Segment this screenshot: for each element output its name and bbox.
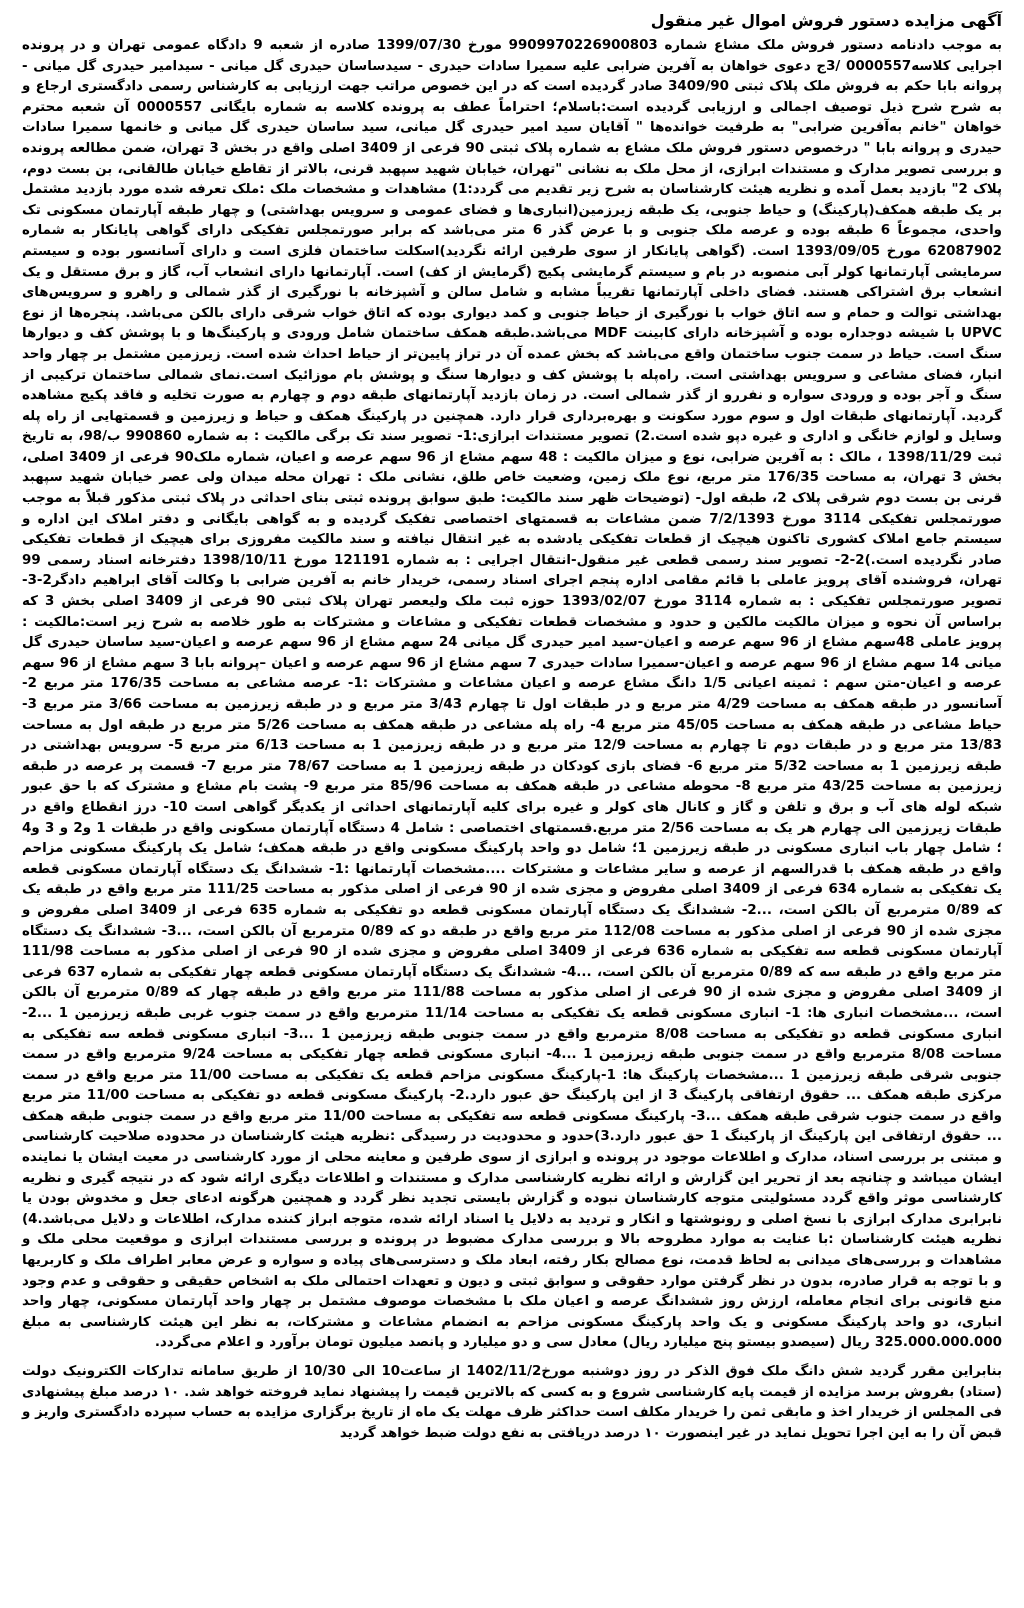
- notice-body: به موجب دادنامه دستور فروش ملک مشاع شماره 9909970226900803 مورخ 1399/07/30 صادره از شعبه 9 دادگاه عمومی تهران و در پرونده اجرایی کلاسه0000557 /3ج دعوی خواهان به آفرین ضرابی علیه سمیرا سادات حیدری - سیدساسان حیدری گل میانی - سیدامیر حیدری گل میانی - پروانه بابا حکم به فروش ملک پلاک ثبتی 3409/90 صادر گردیده است که در این خصوص مراتب جهت ارزیابی به کارشناس رسمی دادگستری ارجاع و به شرح شرح ذیل توصیف اجمالی و ارزیابی گردیده است:باسلام؛ احتراماً عطف به پرونده کلاسه به شماره بایگانی 0000557 آن شعبه محترم خواهان "خانم به‌آفرین ضرابی" به طرفیت خوانده‌ها " آقایان سید امیر حیدری گل میانی، سید ساسان حیدری گل میانی و خانمها سمیرا سادات حیدری و پروانه بابا " درخصوص دستور فروش ملک مشاع به شماره پلاک ثبتی 90 فرعی از 3409 اصلی واقع در بخش 3 تهران، ضمن مطالعه پرونده و بررسی تصویر مدارک و مستندات ابرازی، از محل ملک به نشانی "تهران، خیابان شهید سپهبد قرنی، بالاتر از تقاطع خیابان طالقانی، بن بست دوم، پلاک 2" بازدید بعمل آمده و نظریه هیئت کارشناسان به شرح زیر تقدیم می گردد:1) مشاهدات و مشخصات ملک :ملک تعرفه شده مورد بازدید مشتمل بر یک طبقه همکف(پارکینگ) و حیاط جنوبی، یک طبقه زیرزمین(انباری‌ها و فضای عمومی و سرویس بهداشتی) و چهار طبقه آپارتمان مسکونی تک واحدی، مجموعاً 6 طبقه بوده و عرصه ملک جنوبی و با عرض گذر 6 متر می‌باشد که برابر صورتمجلس تفکیکی دارای گواهی پایانکار به شماره 62087902 مورخ 1393/09/05 است. (گواهی پایانکار از سوی طرفین ارائه نگردید)اسکلت ساختمان فلزی است و دارای آسانسور بوده و سیستم سرمایشی آپارتمانها کولر آبی منصوبه در بام و سیستم گرمایشی پکیج (گرمایش از کف) است. آپارتمانها دارای انشعاب آب، گاز و برق مستقل و یک انشعاب برق اشتراکی هستند. فضای داخلی آپارتمانها تقریباً مشابه و شامل سالن و آشپزخانه با نورگیری از گذر شمالی و راهرو و سرویس‌های بهداشتی توالت و حمام و سه اتاق خواب با نورگیری از حیاط جنوبی و کمد دیواری بوده که اتاق خواب شرقی دارای بالکن می‌باشد. پنجره‌ها از نوع UPVC با شیشه دوجداره بوده و آشپزخانه دارای کابینت MDF می‌باشد.طبقه همکف ساختمان شامل ورودی و پارکینگ‌ها و با پوشش کف و دیوارها سنگ است. حیاط در سمت جنوب ساختمان واقع می‌باشد که بخش عمده آن در تراز پایین‌تر از حیاط احداث شده است. زیرزمین مشتمل بر چهار واحد انبار، فضای مشاعی و سرویس بهداشتی است. راه‌پله با پوشش کف و دیوارها سنگ و پوشش بام موزائیک است.نمای شمالی ساختمان ترکیبی از سنگ و آجر بوده و ورودی سواره و نفررو از گذر شمالی است. در زمان بازدید آپارتمانهای طبقه دوم و چهارم به صورت تخلیه و فاقد پکیج مشاهده گردید. آپارتمانهای طبقات اول و سوم مورد سکونت و بهره‌برداری قرار دارد. همچنین در پارکینگ همکف و حیاط و زیرزمین و قسمتهایی از راه پله وسایل و لوازم خانگی و اداری و غیره دپو شده است.2) تصویر مستندات ابرازی:1- تصویر سند تک برگی مالکیت : به شماره 990860 ب/98، به تاریخ ثبت 1398/11/29 ، مالک : به آفرین ضرابی، نوع و میزان مالکیت : 48 سهم مشاع از 96 سهم عرصه و اعیان، شماره ملک90 فرعی از 3409 اصلی، بخش 3 تهران، به مساحت 176/35 متر مربع، نوع ملک زمین، وضعیت خاص طلق، نشانی ملک : تهران محله میدان ولی عصر خیابان شهید سپهبد قرنی بن بست دوم شرقی پلاک 2، طبقه اول- (توضیحات ظهر سند مالکیت: طبق سوابق پرونده ثبتی بنای احداثی در پلاک ثبتی مذکور قبلاً به موجب صورتمجلس تفکیکی 3114 مورخ 7/2/1393 ضمن مشاعات به قسمتهای اختصاصی تفکیک گردیده و به گواهی بایگانی و دفتر املاک این اداره و سیستم جامع املاک کشوری تاکنون هیچیک از قطعات تفکیکی یادشده به غیر انتقال نیافته و سند مالکیت مفروزی برای هیچیک از قطعات تفکیکی صادر نگردیده است.)2-2- تصویر سند رسمی قطعی غیر منقول-انتقال اجرایی : به شماره 121191 مورخ 1398/10/11 دفترخانه اسناد رسمی 99 تهران، فروشنده آقای پرویز عاملی با قائم مقامی اداره پنجم اجرای اسناد رسمی، خریدار خانم به آفرین ضرابی با وکالت آقای ابراهیم دادگر2-3- تصویر صورتمجلس تفکیکی : به شماره 3114 مورخ 1393/02/07 حوزه ثبت ملک ولیعصر تهران پلاک ثبتی 90 فرعی از 3409 اصلی بخش 3 که براساس آن نحوه و میزان مالکیت مالکین و حدود و مشخصات قطعات تفکیکی و مشاعات و مشترکات به طور خلاصه به شرح زیر است:مالکیت : پرویز عاملی 48سهم مشاع از 96 سهم عرصه و اعیان-سید امیر حیدری گل میانی 24 سهم مشاع از 96 سهم عرصه و اعیان-سید ساسان حیدری گل میانی 14 سهم مشاع از 96 سهم عرصه و اعیان-سمیرا سادات حیدری 7 سهم مشاع از 96 سهم عرصه و اعیان –پروانه بابا 3 سهم مشاع از 96 سهم عرصه و اعیان-متن سهم : ثمینه اعیانی 1/5 دانگ مشاع عرصه و اعیان مشاعات و مشترکات :1- عرصه مشاعی به مساحت 176/35 متر مربع 2- آسانسور در طبقه همکف به مساحت 4/29 متر مربع و در طبقات اول تا چهارم 3/43 متر مربع و در طبقه زیرزمین به مساحت 3/66 متر مربع 3- حیاط مشاعی در طبقه همکف به مساحت 45/05 متر مربع 4- راه پله مشاعی در طبقه همکف به مساحت 5/26 متر مربع در طبقه اول به مساحت 13/83 متر مربع و در طبقات دوم تا چهارم به مساحت 12/9 متر مربع و در طبقه زیرزمین 1 به مساحت 6/13 متر مربع 5- سرویس بهداشتی در طبقه زیرزمین 1 به مساحت 5/32 متر مربع 6- فضای بازی کودکان در طبقه زیرزمین 1 به مساحت 78/67 متر مربع 7- قسمت پر عرصه در طبقه زیرزمین به مساحت 43/25 متر مربع 8- محوطه مشاعی در طبقه همکف به مساحت 85/96 متر مربع 9- پشت بام مشاع و مشترک که با حق عبور شبکه لوله های آب و برق و تلفن و گاز و کانال های کولر و غیره برای کلیه آپارتمانهای احداثی از یکدیگر گواهی است 10- درز انقطاع واقع در طبقات زیرزمین الی چهارم هر یک به مساحت 2/56 متر مربع.قسمتهای اختصاصی : شامل 4 دستگاه آپارتمان مسکونی واقع در طبقات 1 و2 و 3 و4 ؛ شامل چهار باب انباری مسکونی در طبقه زیرزمین 1؛ شامل دو واحد پارکینگ مسکونی واقع در طبقه همکف؛ شامل یک پارکینگ مسکونی مزاحم واقع در طبقه همکف با قدرالسهم از عرصه و سایر مشاعات و مشترکات ....مشخصات آپارتمانها :1- ششدانگ یک دستگاه آپارتمان مسکونی قطعه یک تفکیکی به شماره 634 فرعی از 3409 اصلی مفروض و مجزی شده از 90 فرعی از اصلی مذکور به مساحت 111/25 متر مربع واقع در طبقه یک که 0/89 مترمربع آن بالکن است، ...2- ششدانگ یک دستگاه آپارتمان مسکونی قطعه دو تفکیکی به شماره 635 فرعی از 3409 اصلی مفروض و مجزی شده از 90 فرعی از اصلی مذکور به مساحت 112/08 متر مربع واقع در طبقه دو که 0/89 مترمربع آن بالکن است، ...3- ششدانگ یک دستگاه آپارتمان مسکونی قطعه سه تفکیکی به شماره 636 فرعی از 3409 اصلی مفروض و مجزی شده از 90 فرعی از اصلی مذکور به مساحت 111/98 متر مربع واقع در طبقه سه که 0/89 مترمربع آن بالکن است، ...4- ششدانگ یک دستگاه آپارتمان مسکونی قطعه چهار تفکیکی به شماره 637 فرعی از 3409 اصلی مفروض و مجزی شده از 90 فرعی از اصلی مذکور به مساحت 111/88 متر مربع واقع در طبقه چهار که 0/89 مترمربع آن بالکن است، ...مشخصات انباری ها: 1- انباری مسکونی قطعه یک تفکیکی به مساحت 11/14 مترمربع واقع در سمت جنوب غربی طبقه زیرزمین 1 ...2- انباری مسکونی قطعه دو تفکیکی به مساحت 8/08 مترمربع واقع در سمت جنوبی طبقه زیرزمین 1 ...3- انباری مسکونی قطعه سه تفکیکی به مساحت 8/08 مترمربع واقع در سمت جنوبی طبقه زیرزمین 1 ...4- انباری مسکونی قطعه چهار تفکیکی به مساحت 9/24 مترمربع واقع در سمت جنوبی شرقی طبقه زیرزمین 1 ...مشخصات پارکینگ ها: 1-پارکینگ مسکونی مزاحم قطعه یک تفکیکی به مساحت 11/00 متر مربع واقع در سمت مرکزی طبقه همکف ... حقوق ارتفاقی پارکینگ 3 از این پارکینگ حق عبور دارد.2- پارکینگ مسکونی قطعه دو تفکیکی به مساحت 11/00 متر مربع واقع در سمت جنوب شرقی طبقه همکف ...3- پارکینگ مسکونی قطعه سه تفکیکی به مساحت 11/00 متر مربع واقع در سمت جنوبی طبقه همکف ... حقوق ارتفاقی این پارکینگ از پارکینگ 1 حق عبور دارد.3)حدود و محدودیت در رسیدگی :نظریه هیئت کارشناسان در محدوده صلاحیت کارشناسی و مبتنی بر بررسی اسناد، مدارک و اطلاعات موجود در پرونده و ابرازی از سوی طرفین و معاینه محلی از مورد کارشناسی در معیت ایشان یا نماینده ایشان میباشد و چنانچه بعد از تحریر این گزارش و ارائه نظریه کارشناسی مدارک و مستندات و اطلاعات دیگری ارائه شود که در نتیجه گیری و نظریه کارشناسی موثر واقع گردد مسئولیتی متوجه کارشناسان نبوده و گزارش بایستی تجدید نظر گردد و همچنین هرگونه ادعای جعل و مخدوش بودن یا نابرابری مدارک ابرازی با نسخ اصلی و رونوشتها و انکار و تردید به دلایل یا اسناد ارائه شده، متوجه ابراز کننده مدارک، اطلاعات و دلایل می‌باشد.4) نظریه هیئت کارشناسان :با عنایت به موارد مطروحه بالا و بررسی مدارک مضبوط در پرونده و بررسی مستندات ابرازی و موقعیت محلی ملک و مشاهدات و بررسی‌های میدانی به لحاظ قدمت، نوع مصالح بکار رفته، ابعاد ملک و دسترسی‌های پیاده و سواره و عرض معابر اطراف ملک و کاربریها و با توجه به قرار صادره، بدون در نظر گرفتن موارد حقوقی و سوابق ثبتی و دیون و تعهدات احتمالی ملک به اشخاص حقیقی و حقوقی و عدم وجود منع قانونی برای انجام معامله، ارزش روز ششدانگ عرصه و اعیان ملک با مشخصات موصوف مشتمل بر چهار واحد آپارتمان مسکونی، چهار واحد انباری، دو واحد پارکینگ مسکونی و یک واحد پارکینگ مسکونی مزاحم به انضمام مشاعات و مشترکات، به نظر این هیئت کارشناسی به مبلغ 325.000.000.000 ریال (سیصدو بیستو پنج میلیارد ریال) معادل سی و دو میلیارد و پانصد میلیون تومان برآورد و اعلام می‌گردد.: [22, 38, 1003, 1351]
- notice-title: آگهی مزایده دستور فروش اموال غیر منقول: [650, 11, 1002, 30]
- notice-closing: بنابراین مقرر گردید شش دانگ ملک فوق الذکر در روز دوشنبه مورخ1402/11/2 از ساعت10 الی 10/30 از طریق سامانه تدارکات الکترونیک دولت (ستاد) بفروش برسد مزایده از قیمت پایه کارشناسی شروع و به کسی که بالاترین قیمت را پیشنهاد نماید فروخته خواهد شد. ۱۰ درصد مبلغ پیشنهادی فی المجلس از خریدار اخذ و مابقی ثمن را خریدار مکلف است حداکثر ظرف مهلت یک ماه از تاریخ برگزاری مزایده به حساب سپرده دادگستری واریز و قبض آن را به این اجرا تحویل نماید در غیر اینصورت ۱۰ درصد دریافتی به نفع دولت ضبط خواهد گردید: [22, 1364, 1002, 1441]
